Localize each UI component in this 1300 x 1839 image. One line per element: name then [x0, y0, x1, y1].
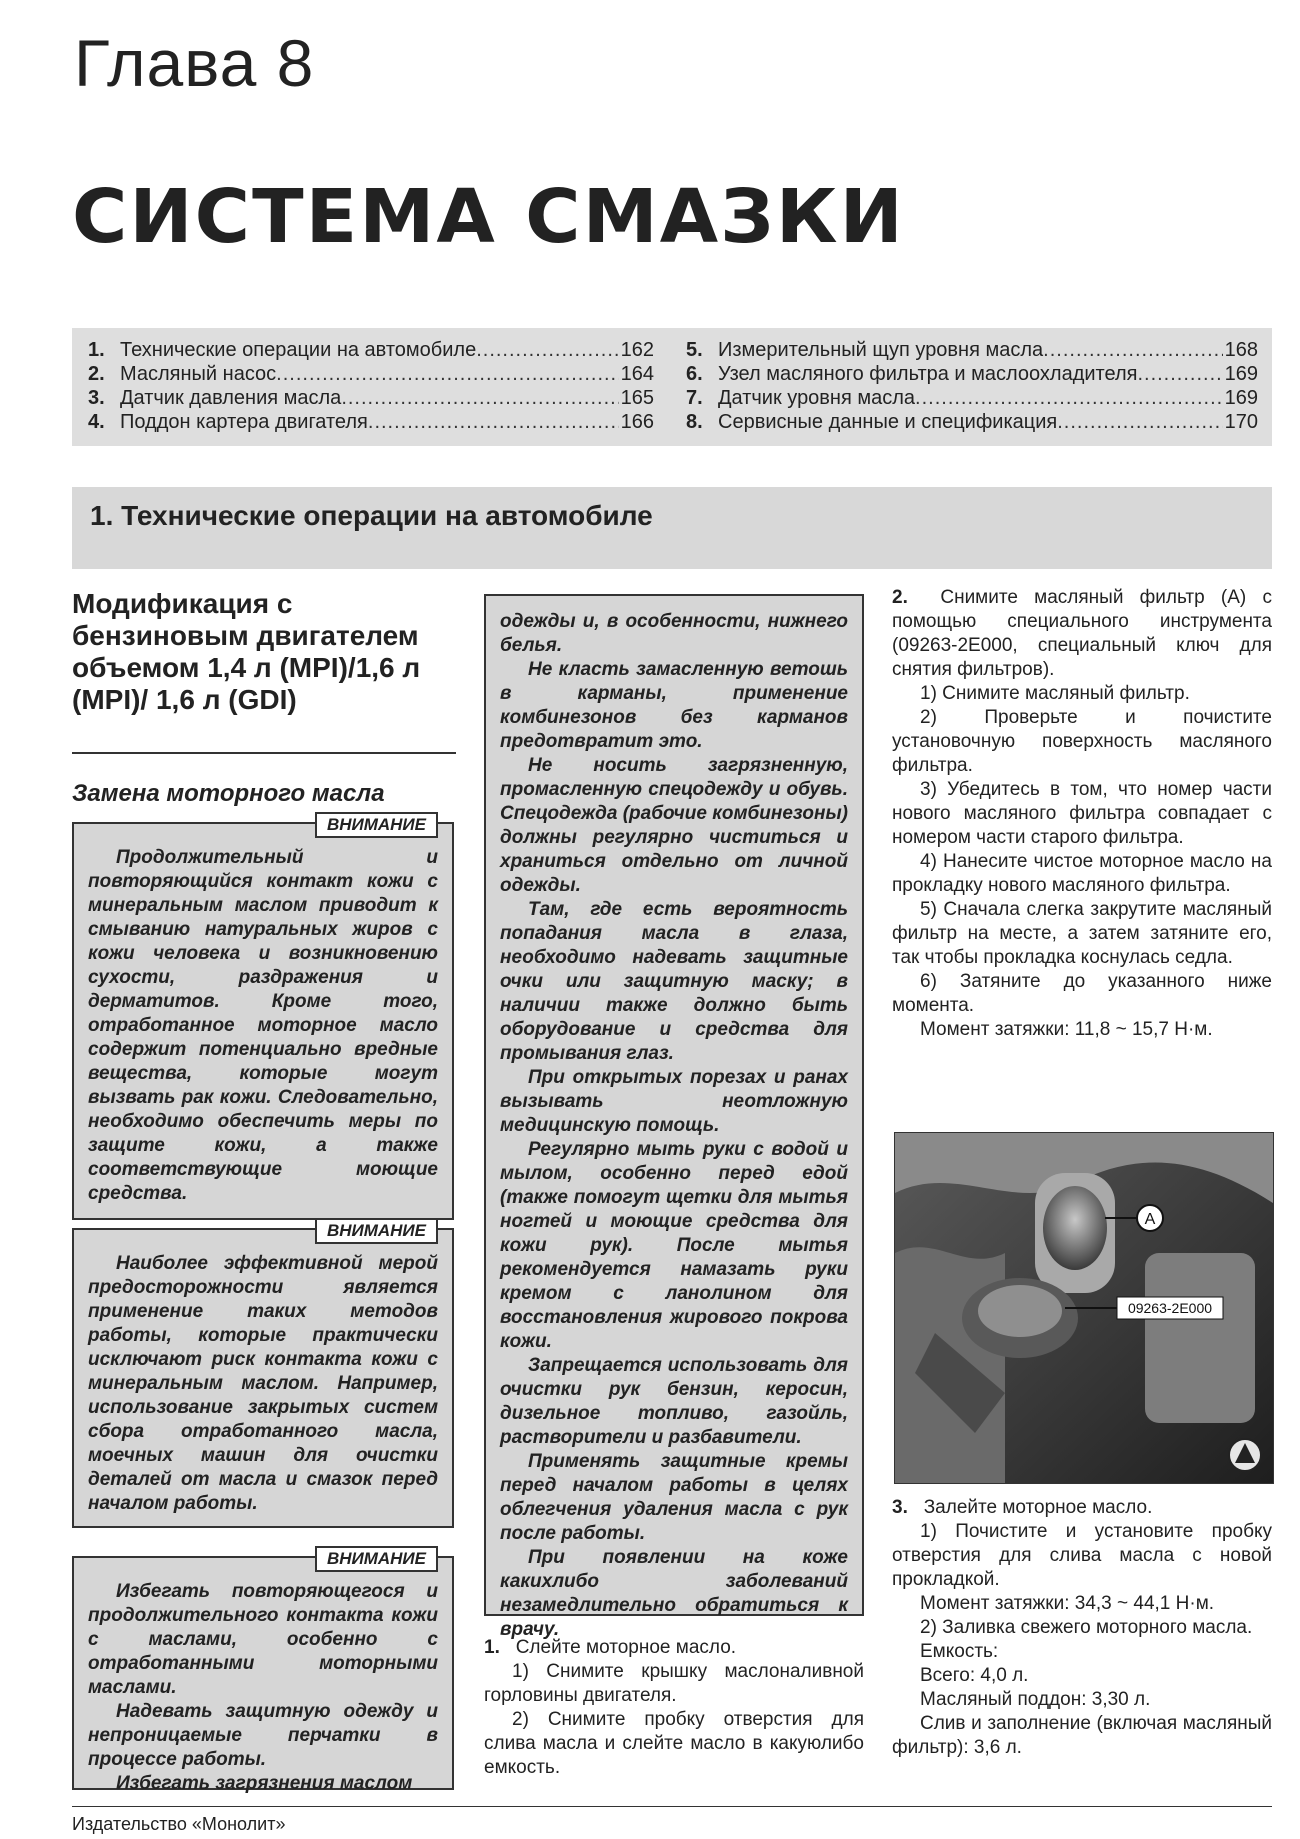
toc-label: Сервисные данные и спецификация — [718, 411, 1058, 433]
step-item: 5) Сначала слегка закрутите масляный фильтр на месте, а затем затяните его, так чтобы прокладка коснулась седла. — [892, 899, 1272, 968]
warning-paragraph: Надевать защитную одежду и непроницаемые перчатки в процессе работы. — [88, 1701, 438, 1770]
footer-divider — [72, 1806, 1272, 1807]
section-title: 1. Технические операции на автомобиле — [90, 500, 653, 531]
step-number: 3. — [892, 1497, 908, 1518]
toc-label: Датчик давления масла — [120, 387, 342, 409]
oil-filter-shape — [1043, 1186, 1107, 1270]
step-number: 1. — [484, 1637, 500, 1658]
publisher-footer: Издательство «Монолит» — [72, 1814, 286, 1834]
tool-label: 09263-2E000 — [1127, 1300, 1213, 1316]
toc-label: Масляный насос — [120, 363, 277, 385]
toc-page: 162 — [620, 339, 654, 361]
warning-paragraph: При появлении на коже какихлибо заболеваний незамедлительно обратиться к врачу. — [500, 1547, 848, 1640]
step-item: 1) Снимите крышку маслоналивной горловины двигателя. — [484, 1661, 864, 1706]
filter-wrench-cap — [978, 1285, 1062, 1337]
toc-item[interactable] — [686, 410, 1258, 434]
toc-label: Узел масляного фильтра и маслоохладителя — [718, 363, 1138, 385]
toc-leader — [1043, 338, 1222, 362]
toc-number: 6. — [686, 363, 703, 385]
toc-page: 169 — [1224, 387, 1258, 409]
warning-label: ВНИМАНИЕ — [315, 1546, 438, 1572]
modification-title: Модификация с бензиновым двигателем объемом 1,4 л (MPI)/1,6 л (MPI)/ 1,6 л (GDI) — [72, 588, 421, 715]
torque-spec: Момент затяжки: 11,8 ~ 15,7 Н·м. — [920, 1019, 1213, 1040]
warning-paragraph: Там, где есть вероятность попадания масла в глаза, необходимо надевать защитные очки или защитную маску; в наличии также должно быть оборудование и средства для промывания глаз. — [500, 899, 848, 1064]
warning-box — [72, 815, 454, 1220]
step-item: 2) Снимите пробку отверстия для слива масла и слейте масло в какуюлибо емкость. — [484, 1709, 864, 1778]
toc-number: 8. — [686, 411, 703, 433]
warning-paragraph: Наиболее эффективной мерой предосторожности является применение таких методов работы, которые практически исключают риск контакта кожи с минеральным маслом. Например, использование закрытых систем сбора отработанного масла, моечных машин для очистки деталей от масла и смазок перед началом работы. — [88, 1253, 438, 1514]
warning-text — [74, 1558, 452, 1796]
warning-paragraph: Не класть замасленную ветошь в карманы, применение комбинезонов без карманов предотвратит это. — [500, 659, 848, 752]
toc-number: 7. — [686, 387, 703, 409]
warning-label: ВНИМАНИЕ — [315, 812, 438, 838]
toc-leader — [368, 410, 619, 434]
warning-paragraph: Применять защитные кремы перед началом работы в целях облегчения удаления масла с рук после работы. — [500, 1451, 848, 1544]
warning-text — [74, 1230, 452, 1516]
toc-leader — [1057, 410, 1222, 434]
toc-leader — [476, 338, 618, 362]
capacity-sump: Масляный поддон: 3,30 л. — [920, 1689, 1151, 1710]
step-1 — [484, 1636, 864, 1780]
toc-item[interactable] — [88, 386, 654, 410]
toc-left-column — [88, 338, 654, 434]
toc-label: Датчик уровня масла — [718, 387, 916, 409]
toc-item[interactable] — [88, 338, 654, 362]
toc-item[interactable] — [686, 338, 1258, 362]
step-text: Слейте моторное масло. — [515, 1637, 737, 1658]
oil-filter-photo — [894, 1132, 1274, 1484]
callout-a-label: A — [1144, 1211, 1156, 1228]
table-of-contents — [72, 328, 1272, 446]
toc-number: 3. — [88, 387, 105, 409]
engine-photo-illustration — [895, 1133, 1273, 1483]
step-text: Снимите масляный фильтр (A) с помощью специального инструмента (09263-2E000, специальный ключ для снятия фильтров). — [892, 587, 1272, 680]
toc-leader — [1137, 362, 1222, 386]
step-heading — [892, 1496, 1272, 1520]
step-item: 6) Затяните до указанного ниже момента. — [892, 971, 1272, 1016]
engine-mount — [1145, 1253, 1255, 1423]
warning-paragraph: Избегать загрязнения маслом — [116, 1773, 413, 1794]
toc-number: 5. — [686, 339, 703, 361]
step-2 — [892, 586, 1272, 1042]
warning-paragraph: Не носить загрязненную, промасленную спецодежду и обувь. Спецодежда (рабочие комбинезоны) должны регулярно чиститься и храниться отдельно от личной одежды. — [500, 755, 848, 896]
step-3 — [892, 1496, 1272, 1760]
toc-label: Измерительный щуп уровня масла — [718, 339, 1044, 361]
toc-label: Технические операции на автомобиле — [120, 339, 477, 361]
warning-paragraph: Запрещается использовать для очистки рук бензин, керосин, дизельное топливо, газойль, растворители и разбавители. — [500, 1355, 848, 1448]
toc-page: 170 — [1224, 411, 1258, 433]
step-heading — [892, 586, 1272, 682]
torque-spec: Момент затяжки: 34,3 ~ 44,1 Н·м. — [920, 1593, 1215, 1614]
toc-item[interactable] — [88, 410, 654, 434]
warning-paragraph: При открытых порезах и ранах вызывать неотложную медицинскую помощь. — [500, 1067, 848, 1136]
toc-label: Поддон картера двигателя — [120, 411, 368, 433]
toc-number: 4. — [88, 411, 105, 433]
toc-item[interactable] — [88, 362, 654, 386]
step-text: Залейте моторное масло. — [923, 1497, 1153, 1518]
warning-paragraph: одежды и, в особенности, нижнего белья. — [500, 611, 848, 656]
toc-page: 168 — [1224, 339, 1258, 361]
step-item: 1) Снимите масляный фильтр. — [920, 683, 1190, 704]
toc-page: 169 — [1224, 363, 1258, 385]
capacity-refill: Слив и заполнение (включая масляный фильтр): 3,6 л. — [892, 1713, 1272, 1758]
toc-leader — [341, 386, 618, 410]
warning-label: ВНИМАНИЕ — [315, 1218, 438, 1244]
step-item: 2) Проверьте и почистите установочную поверхность масляного фильтра. — [892, 707, 1272, 776]
toc-leader — [915, 386, 1223, 410]
warning-paragraph: Избегать повторяющегося и продолжительного контакта кожи с маслами, особенно с отработанными моторными маслами. — [88, 1581, 438, 1698]
toc-page: 164 — [620, 363, 654, 385]
capacity-total: Всего: 4,0 л. — [920, 1665, 1029, 1686]
chapter-label: Глава 8 — [74, 26, 315, 100]
warning-box — [72, 1221, 454, 1528]
toc-number: 1. — [88, 339, 105, 361]
warning-continuation-box — [484, 594, 864, 1640]
subsection-title: Замена моторного масла — [72, 780, 385, 807]
toc-page: 166 — [620, 411, 654, 433]
step-heading — [484, 1636, 864, 1660]
page-title: СИСТЕМА СМАЗКИ — [72, 174, 905, 260]
warning-box — [72, 1549, 454, 1794]
warning-paragraph: Регулярно мыть руки с водой и мылом, особенно перед едой (также помогут щетки для мытья ногтей и моющие средства для кожи рук). После мытья рекомендуется намазать руки кремом с ланолином для восстановления жирового покрова кожи. — [500, 1139, 848, 1352]
step-item: 4) Нанесите чистое моторное масло на прокладку нового масляного фильтра. — [892, 851, 1272, 896]
warning-text — [74, 824, 452, 1206]
warning-paragraph: Продолжительный и повторяющийся контакт кожи с минеральным маслом приводит к смыванию натуральных жиров с кожи человека и возникновению сухости, раздражения и дерматитов. Кроме того, отработанное моторное масло содержит потенциально вредные вещества, которые могут вызвать рак кожи. Следовательно, необходимо обеспечить меры по защите кожи, а также соответствующие моющие средства. — [88, 847, 438, 1204]
toc-number: 2. — [88, 363, 105, 385]
step-number: 2. — [892, 587, 908, 608]
capacity-label: Емкость: — [920, 1641, 999, 1662]
toc-item[interactable] — [686, 362, 1258, 386]
step-item: 1) Почистите и установите пробку отверстия для слива масла с новой прокладкой. — [892, 1521, 1272, 1590]
title-divider — [72, 752, 456, 754]
toc-leader — [276, 362, 618, 386]
toc-page: 165 — [620, 387, 654, 409]
toc-right-column — [686, 338, 1258, 434]
step-item: 3) Убедитесь в том, что номер части нового масляного фильтра совпадает с номером части старого фильтра. — [892, 779, 1272, 848]
toc-item[interactable] — [686, 386, 1258, 410]
step-item: 2) Заливка свежего моторного масла. — [920, 1617, 1253, 1638]
